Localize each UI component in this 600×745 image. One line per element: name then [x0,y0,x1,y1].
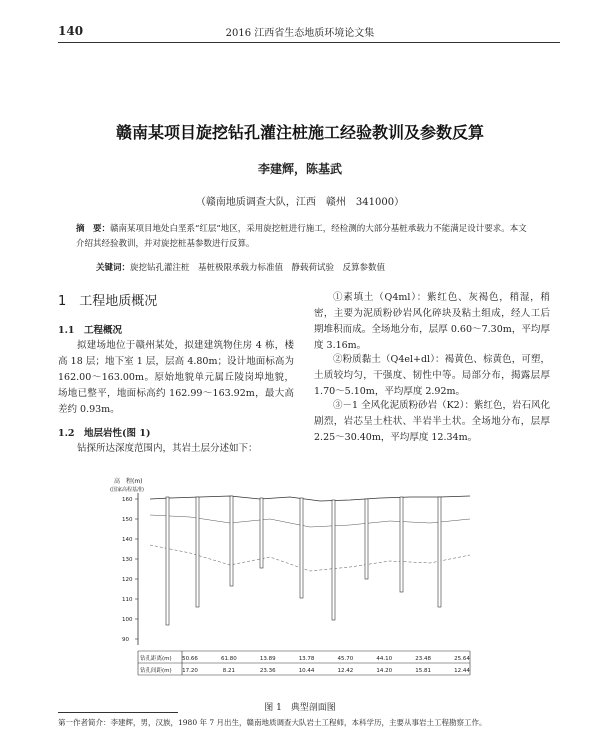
elevation-tick-label: 110 [122,597,133,603]
table-cell: 14.20 [376,668,393,674]
borehole-column [332,500,335,620]
stratum-2-paragraph: ②粉质黏土（Q4el+dl）：褐黄色、棕黄色，可塑，土质较均匀，干强度、韧性中等。局部分布，揭露层厚 1.70～5.10m，平均厚度 2.92m。 [314,354,550,397]
table-row-label: 钻孔间距(m) [140,668,172,674]
figure-axis-title: 高 程(m) [114,478,143,485]
section-1-2-heading: 1.2 地层岩性(图 1) [58,428,151,439]
abstract-text: 赣南某项目地处白垩系“红层”地区，采用旋挖桩进行施工，经检测的大部分基桩承载力不能满足设计要求。本文介绍其经验教训，并对旋挖桩基参数进行反算。 [76,224,527,249]
borehole-column [400,497,403,592]
distance-row [182,656,470,662]
page-number: 140 [58,24,84,38]
table-cell: 61.80 [220,656,237,662]
elevation-tick-label: 150 [122,517,133,523]
elevation-tick-label: 120 [122,577,133,583]
section-1-heading: 1 工程地质概况 [58,294,158,309]
journal-header: 2016 江西省生态地质环境论文集 [225,28,375,39]
table-row-label: 钻孔距离(m) [140,656,172,662]
keywords-text: 旋挖钻孔灌注桩 基桩极限承载力标准值 静载荷试验 反算参数值 [130,263,386,273]
abstract-label: 摘 要： [76,224,111,234]
table-cell: 10.44 [298,668,315,674]
elevation-tick-label: 130 [122,557,133,563]
table-cell: 8.21 [222,668,235,674]
stratum-3-1-paragraph: ③－1 全风化泥质粉砂岩（K2）：紫红色，岩石风化剧烈，岩芯呈土柱状、半岩半土状。全场地分布，层厚 2.25～30.40m，平均厚度 12.34m。 [314,400,550,443]
authors: 李建辉，陈基武 [257,162,342,176]
table-cell: 13.78 [298,656,315,662]
affiliation: （赣南地质调查大队，江西 赣州 341000） [195,197,405,208]
table-cell: 45.70 [337,656,354,662]
borehole-column [166,497,169,625]
figure-axis-subtitle: (国家高程基准) [110,487,144,493]
abstract [76,222,530,252]
table-cell: 25.64 [454,656,470,662]
table-cell: 12.44 [454,668,470,674]
figure-caption: 图 1 典型剖面图 [264,703,336,713]
table-cell: 23.36 [259,668,276,674]
footnote: 第一作者简介：李建辉，男，汉族，1980 年 7 月出生，赣南地质调查大队岩土工程师，本科学历，主要从事岩土工程勘察工作。 [58,718,487,727]
table-cell: 50.66 [182,656,198,662]
elevation-tick-label: 100 [122,617,133,623]
table-cell: 23.48 [415,656,432,662]
footnote-rule [58,712,178,713]
section-1-2-body: 钻探所达深度范围内，其岩土层分述如下： [77,443,258,454]
keywords-label: 关键词： [96,263,131,273]
table-cell: 12.42 [337,668,354,674]
paper-title: 赣南某项目旋挖钻孔灌注桩施工经验教训及参数反算 [115,123,484,142]
section-1-1-body: 拟建场地位于赣州某处，拟建建筑物住房 4 栋，楼高 18 层；地下室 1 层，层高 4.80m；设计地面标高为 162.00～163.00m。原始地貌单元属丘陵岗埠地貌，场地已整平，地面标高约 162.99～163.92m，最大高差约 0.93m。 [58,340,294,415]
table-cell: 15.81 [415,668,432,674]
borehole-column [365,499,368,579]
elevation-tick-label: 90 [122,637,129,643]
borehole-column [230,496,233,586]
borehole-column [196,497,199,607]
table-cell: 17.20 [182,668,198,674]
elevation-tick-label: 160 [122,497,133,503]
borehole-column [260,498,263,568]
borehole-column [438,497,441,607]
borehole-column [300,498,303,598]
stratum-1-paragraph: ①素填土（Q4ml）：紫红色、灰褐色，稍湿，稍密，主要为泥质粉砂岩风化碎块及粘土组成，经人工后期堆积而成。全场地分布，层厚 0.60～7.30m，平均厚度 3.16m。 [314,292,550,351]
cross-section-figure [110,475,490,695]
table-cell: 44.10 [376,656,393,662]
table-cell: 13.89 [259,656,276,662]
spacing-row [182,668,470,674]
elevation-ticks [122,497,138,643]
section-1-1-heading: 1.1 工程概况 [58,325,123,336]
borehole-columns [166,496,441,625]
keywords [96,261,530,273]
elevation-tick-label: 140 [122,537,133,543]
header-rule [58,42,560,43]
